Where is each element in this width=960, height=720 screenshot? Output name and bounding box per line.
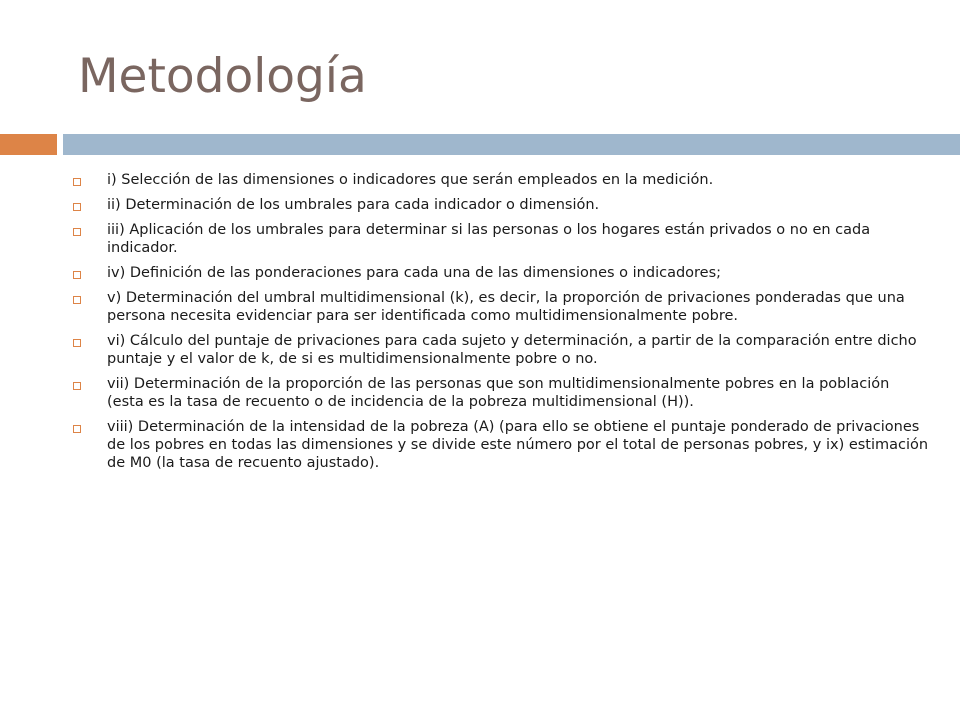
square-bullet-icon xyxy=(73,296,81,304)
square-bullet-icon xyxy=(73,339,81,347)
square-bullet-icon xyxy=(73,178,81,186)
list-item xyxy=(73,331,929,368)
list-item xyxy=(73,288,929,325)
bullet-text: ii) Determinación de los umbrales para cada indicador o dimensión. xyxy=(107,197,600,213)
list-item xyxy=(73,374,929,411)
square-bullet-icon xyxy=(73,228,81,236)
bullet-text: iv) Definición de las ponderaciones para cada una de las dimensiones o indicadores; xyxy=(107,265,722,281)
bullet-text: vi) Cálculo del puntaje de privaciones para cada sujeto y determinación, a partir de la comparación entre dicho puntaje y el valor de k, de si es multidimensionalmente pobre o no. xyxy=(107,333,917,367)
title-underline-bar xyxy=(63,134,960,155)
bullet-text: iii) Aplicación de los umbrales para determinar si las personas o los hogares están privados o no en cada indicador. xyxy=(107,222,871,256)
bullet-text: i) Selección de las dimensiones o indicadores que serán empleados en la medición. xyxy=(107,172,714,188)
list-item xyxy=(73,195,929,214)
list-item xyxy=(73,263,929,282)
list-item xyxy=(73,417,929,472)
title-accent-bar xyxy=(0,134,57,155)
square-bullet-icon xyxy=(73,425,81,433)
list-item xyxy=(73,220,929,257)
slide-title: Metodología xyxy=(78,49,367,104)
bullet-text: vii) Determinación de la proporción de las personas que son multidimensionalmente pobres en la población (esta es la tasa de recuento o de incidencia de la pobreza multidimensional (H)). xyxy=(107,376,890,410)
bullet-list xyxy=(73,170,929,478)
square-bullet-icon xyxy=(73,382,81,390)
bullet-text: viii) Determinación de la intensidad de la pobreza (A) (para ello se obtiene el puntaje ponderado de privaciones de los pobres en todas las dimensiones y se divide este número por el total de personas pobres, y ix) estimación de M0 (la tasa de recuento ajustado). xyxy=(107,419,929,471)
list-item xyxy=(73,170,929,189)
square-bullet-icon xyxy=(73,203,81,211)
square-bullet-icon xyxy=(73,271,81,279)
bullet-text: v) Determinación del umbral multidimensional (k), es decir, la proporción de privaciones ponderadas que una persona necesita evidenciar para ser identificada como multidimensionalmente pobre. xyxy=(107,290,905,324)
